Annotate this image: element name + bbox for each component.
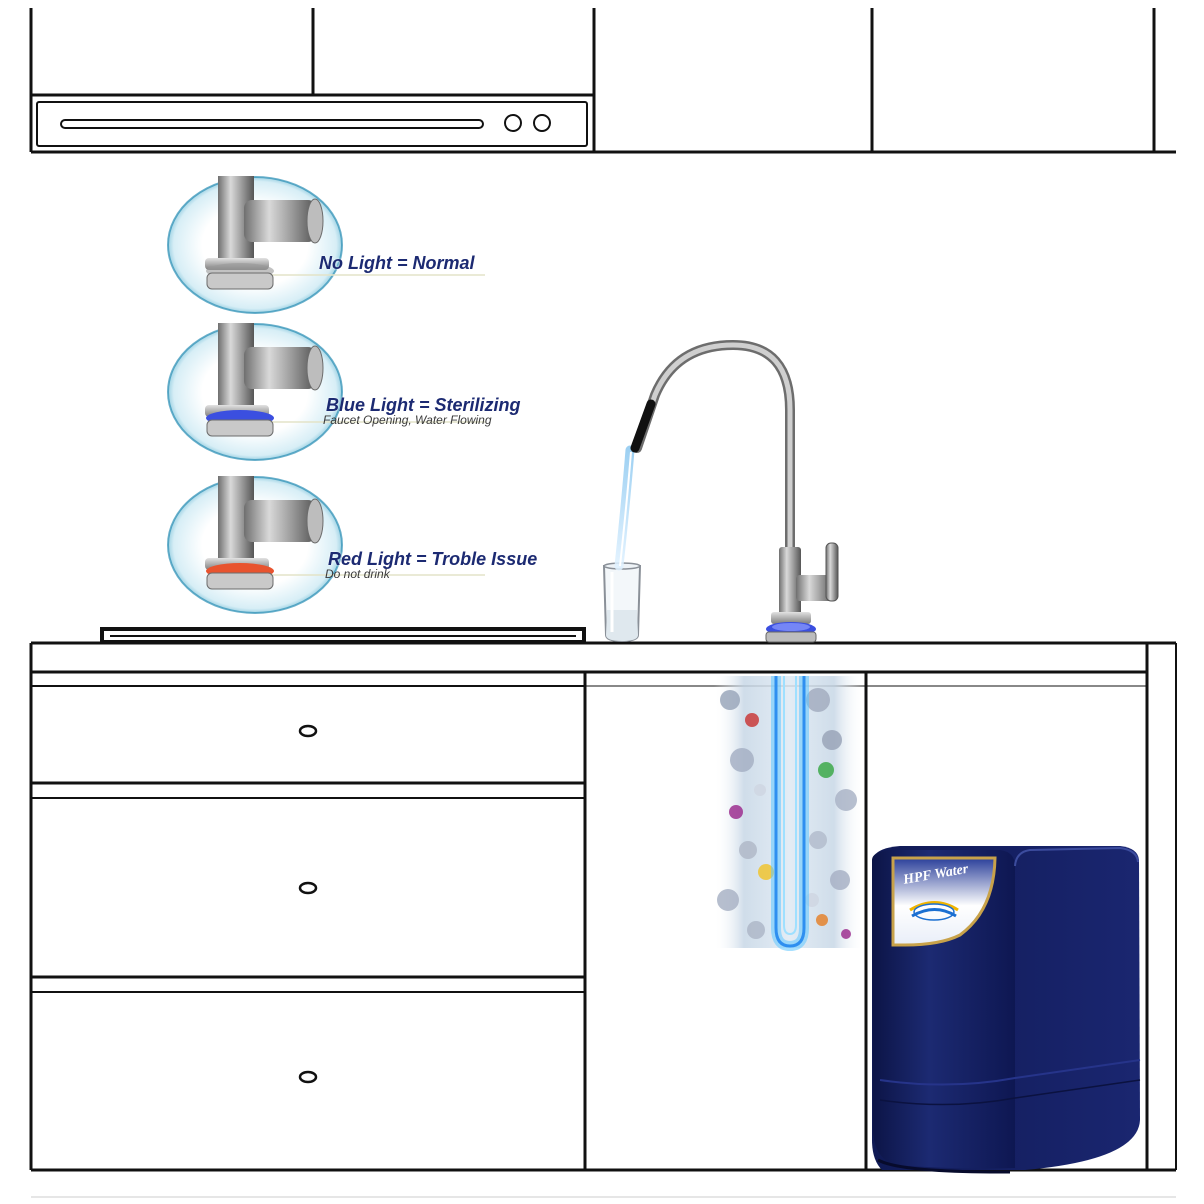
legend-red-light-note: Do not drink	[325, 567, 390, 581]
drawer-handle-bottom	[300, 1072, 316, 1082]
callout-red-light	[168, 476, 485, 613]
water-glass	[604, 563, 640, 641]
callout-no-light	[168, 176, 485, 313]
bacteria-particle	[818, 762, 834, 778]
callout-blue-light	[168, 323, 485, 460]
bacteria-particle	[841, 929, 851, 939]
bacteria-particle	[747, 921, 765, 939]
legend-no-light-title: No Light = Normal	[319, 253, 475, 273]
water-purifier-unit	[872, 846, 1140, 1172]
legend-red-light-title: Red Light = Troble Issue	[328, 549, 538, 569]
bacteria-particle	[729, 805, 743, 819]
bacteria-particle	[745, 713, 759, 727]
bacteria-particle	[822, 730, 842, 750]
gooseneck-faucet	[635, 345, 838, 642]
bacteria-particle	[717, 889, 739, 911]
bacteria-particle	[806, 688, 830, 712]
drawer-handle-top	[300, 726, 316, 736]
legend-blue-light-title: Blue Light = Sterilizing	[326, 395, 521, 415]
range-hood	[37, 102, 587, 146]
cooktop	[102, 629, 584, 642]
bacteria-particle	[816, 914, 828, 926]
upper-cabinets	[31, 8, 1176, 152]
bacteria-particle	[754, 784, 766, 796]
bacteria-particle	[835, 789, 857, 811]
legend-blue-light-note: Faucet Opening, Water Flowing	[323, 413, 492, 427]
bacteria-particle	[720, 690, 740, 710]
bacteria-particle	[830, 870, 850, 890]
bacteria-particle	[730, 748, 754, 772]
hood-knob-left	[505, 115, 521, 131]
hood-knob-right	[534, 115, 550, 131]
drawer-handle-middle	[300, 883, 316, 893]
purifier-brand-label: HPF Water	[902, 861, 970, 888]
bacteria-particle	[809, 831, 827, 849]
water-stream	[619, 450, 630, 566]
uv-sterilizer-tube	[714, 676, 864, 948]
bacteria-particle	[739, 841, 757, 859]
countertop	[31, 643, 1176, 672]
